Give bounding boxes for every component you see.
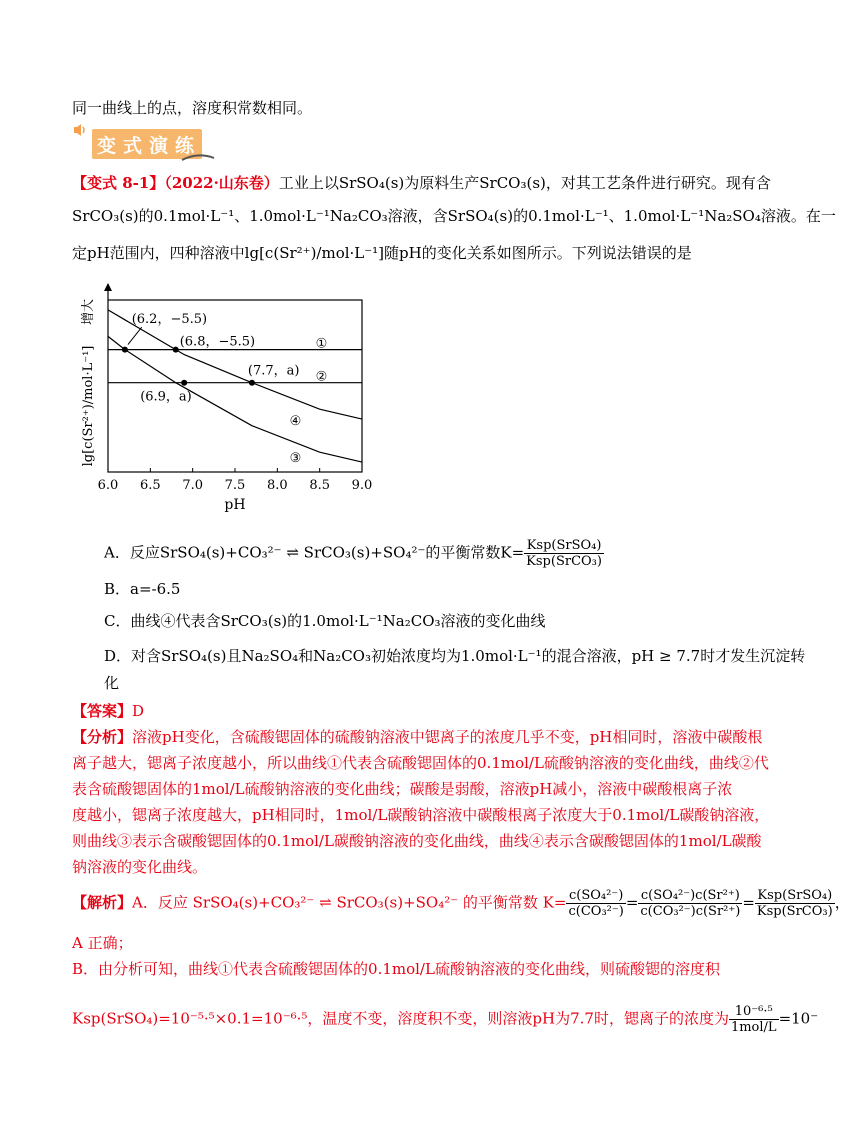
option-a xyxy=(104,538,604,569)
annotation-label: (7.7，a) xyxy=(247,363,300,379)
annotation-point xyxy=(173,347,179,353)
solution-a-end: ， xyxy=(834,893,850,912)
solution-frac-1 xyxy=(566,888,625,919)
solution-b-text: Ksp(SrSO₄)=10⁻⁵·⁵×0.1=10⁻⁶·⁵，温度不变，溶度积不变，则溶液pH为7.7时，锶离子的浓度为 xyxy=(72,1009,729,1028)
annotation-label: (6.9，a) xyxy=(140,389,192,405)
banner-char-1: 变 xyxy=(97,135,117,157)
banner-char-2: 式 xyxy=(123,135,143,157)
series-label: ③ xyxy=(289,451,302,467)
x-axis-label: pH xyxy=(224,497,246,513)
annotation-label: (6.2，−5.5) xyxy=(131,312,208,328)
solution-frac-1-num: c(SO₄²⁻) xyxy=(566,888,625,904)
analysis-text-1: 溶液pH变化，含硫酸锶固体的硫酸钠溶液中锶离子的浓度几乎不变，pH相同时，溶液中碳酸根 xyxy=(132,728,763,746)
x-tick-label: 6.5 xyxy=(139,478,161,493)
option-a-denominator: Ksp(SrCO₃) xyxy=(526,554,602,569)
analysis-line-4: 度越小，锶离子浓度越大，pH相同时，1mol/L碳酸钠溶液中碳酸根离子浓度大于0.1mol/L碳酸钠溶液， xyxy=(72,806,770,824)
solution-a-correct: A 正确； xyxy=(72,934,133,952)
banner-char-4: 练 xyxy=(175,135,195,157)
x-tick-label: 7.5 xyxy=(224,478,246,493)
solution-frac-1-den: c(CO₃²⁻) xyxy=(568,904,624,919)
solution-frac-3-den: Ksp(SrCO₃) xyxy=(756,904,833,919)
question-line-2: SrCO₃(s)的0.1mol·L⁻¹、1.0mol·L⁻¹Na₂CO₃溶液，含SrSO₄(s)的0.1mol·L⁻¹、1.0mol·L⁻¹Na₂SO₄溶液。在一 xyxy=(72,207,836,225)
analysis-label: 【分析】 xyxy=(72,728,133,746)
annotation-point xyxy=(122,347,128,353)
annotation-point xyxy=(181,380,187,386)
chart xyxy=(70,282,380,512)
analysis-line-3: 表含硫酸锶固体的1mol/L硫酸钠溶液的变化曲线；碳酸是弱酸，溶液pH减小，溶液中碳酸根离子浓 xyxy=(72,780,733,798)
solution-b-frac-den: 1mol/L xyxy=(730,1020,777,1035)
solution-label: 【解析】 xyxy=(72,893,133,912)
analysis-line-6: 钠溶液的变化曲线。 xyxy=(72,858,208,876)
series-label: ② xyxy=(315,369,328,385)
question-tag: 【变式 8-1】 xyxy=(72,174,165,192)
series-label: ④ xyxy=(289,414,302,430)
question-line-3: 定pH范围内，四种溶液中lg[c(Sr²⁺)/mol·L⁻¹]随pH的变化关系如图所示。下列说法错误的是 xyxy=(72,244,692,262)
series-label: ① xyxy=(315,336,328,352)
x-tick-label: 9.0 xyxy=(351,478,373,493)
option-c: C．曲线④代表含SrCO₃(s)的1.0mol·L⁻¹Na₂CO₃溶液的变化曲线 xyxy=(104,612,546,630)
option-a-fraction xyxy=(524,538,604,569)
x-tick-label: 8.5 xyxy=(309,478,331,493)
banner-char-3: 演 xyxy=(149,135,169,157)
annotation-label: (6.8，−5.5) xyxy=(179,334,256,350)
analysis-line-1 xyxy=(72,724,763,750)
answer-value: D xyxy=(132,702,145,720)
solution-line-a: 【解析】A．反应 SrSO₄(s)+CO₃²⁻ ⇌ SrCO₃(s)+SO₄²⁻ 的平衡常数 K= $\frac{\text{c(SO₄²⁻)}}{\text{c(CO₃²⁻)}}$ = $\frac{\text{c(SO₄²⁻)c(Sr²⁺)}}{\text{c(CO₃²⁻)c(Sr²⁺)}}$ = $\frac{\text{Ksp(SrSO₄)}}{\text{Ksp(SrCO₃)}}$ ， xyxy=(72,888,850,919)
speaker-icon xyxy=(72,122,88,138)
x-tick-label: 6.0 xyxy=(97,478,119,493)
y-axis-label: lg[c(Sr²⁺)/mol·L⁻¹] xyxy=(81,345,96,467)
x-tick-label: 7.0 xyxy=(182,478,204,493)
y-axis-arrow-label: 增大 xyxy=(81,298,96,326)
question-source: （2022·山东卷） xyxy=(164,174,279,192)
option-b: B．a=-6.5 xyxy=(104,580,181,598)
solution-b-line-2 xyxy=(72,1004,818,1035)
solution-frac-3-num: Ksp(SrSO₄) xyxy=(755,888,835,904)
banner-swoosh xyxy=(180,152,216,164)
y-axis-arrow-head xyxy=(104,283,112,291)
solution-frac-3 xyxy=(755,888,835,919)
answer-label: 【答案】 xyxy=(72,702,133,720)
solution-b-tail: =10⁻ xyxy=(778,1009,819,1028)
analysis-block xyxy=(72,724,770,880)
option-a-reaction: SrSO₄(s)+CO₃²⁻ ⇌ SrCO₃(s)+SO₄²⁻ xyxy=(159,543,426,562)
solution-b-frac-num: 10⁻⁶·⁵ xyxy=(729,1004,779,1020)
solution-b-line-1: B．由分析可知，曲线①代表含硫酸锶固体的0.1mol/L硫酸钠溶液的变化曲线，则硫酸锶的溶度积 xyxy=(72,960,720,978)
answer xyxy=(72,700,144,722)
question-text-1: 工业上以SrSO₄(s)为原料生产SrCO₃(s)，对其工艺条件进行研究。现有含 xyxy=(278,174,771,192)
solution-frac-2 xyxy=(638,888,742,919)
annotation-arrow xyxy=(128,327,142,344)
x-tick-label: 8.0 xyxy=(266,478,288,493)
top-line: 同一曲线上的点，溶度积常数相同。 xyxy=(72,99,313,117)
question-line-1 xyxy=(72,172,771,194)
annotation-point xyxy=(249,380,255,386)
analysis-line-2: 离子越大，锶离子浓度越小，所以曲线①代表含硫酸锶固体的0.1mol/L硫酸钠溶液的变化曲线，曲线②代 xyxy=(72,754,769,772)
solution-frac-2-den: c(CO₃²⁻)c(Sr²⁺) xyxy=(640,904,741,919)
option-a-mid: 的平衡常数K= xyxy=(425,543,525,562)
option-d-line-1: D．对含SrSO₄(s)且Na₂SO₄和Na₂CO₃初始浓度均为1.0mol·L⁻¹的混合溶液，pH ≥ 7.7时才发生沉淀转 xyxy=(104,647,806,665)
solution-frac-2-num: c(SO₄²⁻)c(Sr²⁺) xyxy=(638,888,742,904)
option-a-prefix: A．反应 xyxy=(104,543,160,562)
option-d-line-2: 化 xyxy=(104,674,120,692)
solution-a-text: A．反应 SrSO₄(s)+CO₃²⁻ ⇌ SrCO₃(s)+SO₄²⁻ 的平衡常数 K= xyxy=(132,893,567,912)
option-a-numerator: Ksp(SrSO₄) xyxy=(524,538,604,554)
solution-b-fraction xyxy=(729,1004,779,1035)
analysis-line-5: 则曲线③表示含碳酸锶固体的0.1mol/L碳酸钠溶液的变化曲线，曲线④表示含碳酸锶固体的1mol/L碳酸 xyxy=(72,832,762,850)
